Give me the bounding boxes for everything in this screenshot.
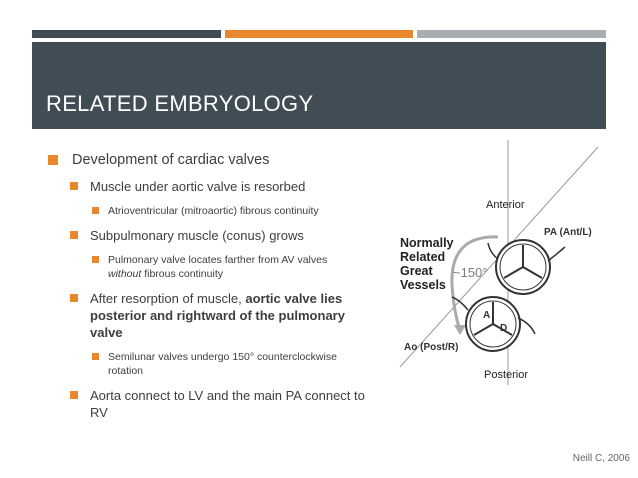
bullet-text: Subpulmonary muscle (conus) grows	[90, 228, 304, 243]
bullet-list	[48, 151, 368, 421]
bullet-text: fibrous continuity	[141, 268, 223, 280]
bullet-text: After resorption of muscle,	[90, 291, 246, 306]
bullet-square-icon	[70, 391, 78, 399]
normally-related-label: Normally Related Great Vessels	[400, 236, 454, 292]
pa-label: PA (Ant/L)	[544, 227, 592, 238]
bullet-square-icon	[48, 155, 58, 165]
bullet-level2	[48, 387, 368, 421]
bullet-square-icon	[70, 182, 78, 190]
bullet-bold-text: aortic valve lies posterior and rightward of the pulmonary valve	[90, 291, 345, 340]
bullet-square-icon	[92, 256, 99, 263]
bullet-level2	[48, 290, 368, 341]
bullet-italic-text: without	[108, 268, 142, 280]
accent-bar-orange	[225, 30, 413, 38]
bullet-text: Muscle under aortic valve is resorbed	[90, 179, 306, 194]
bullet-level3	[48, 253, 368, 281]
bullet-level3	[48, 204, 368, 218]
rotation-arrowhead-icon	[454, 325, 466, 335]
bullet-text: Aorta connect to LV and the main PA connect to RV	[90, 388, 365, 420]
bullet-level2	[48, 227, 368, 244]
bullet-square-icon	[70, 294, 78, 302]
bullet-level2	[48, 178, 368, 195]
bullet-level3	[48, 350, 368, 378]
bullet-text: Atrioventricular (mitroaortic) fibrous continuity	[108, 205, 319, 217]
ao-cusp-letter: A	[483, 310, 491, 321]
great-vessels-diagram	[380, 135, 620, 385]
bullet-square-icon	[70, 231, 78, 239]
accent-bar-gray	[417, 30, 606, 38]
bullet-square-icon	[92, 353, 99, 360]
slide-title: RELATED EMBRYOLOGY	[46, 91, 314, 116]
aortic-valve-icon	[452, 297, 535, 351]
citation: Neill C, 2006	[572, 453, 630, 464]
ao-label: Ao (Post/R)	[404, 342, 459, 353]
posterior-label: Posterior	[484, 369, 529, 381]
anterior-label: Anterior	[486, 199, 525, 211]
bullet-text: Pulmonary valve locates farther from AV valves	[108, 254, 328, 266]
rotation-angle-label: ~150°	[453, 265, 488, 280]
accent-bar-dark	[32, 30, 221, 38]
bullet-text: Development of cardiac valves	[72, 152, 270, 168]
bullet-level1	[48, 151, 368, 169]
bullet-square-icon	[92, 207, 99, 214]
title-banner	[32, 42, 606, 129]
pa-cusp-letter: D	[500, 323, 508, 334]
pa-valve-icon	[488, 240, 565, 294]
bullet-text: Semilunar valves undergo 150° counterclockwise rotation	[108, 351, 337, 377]
